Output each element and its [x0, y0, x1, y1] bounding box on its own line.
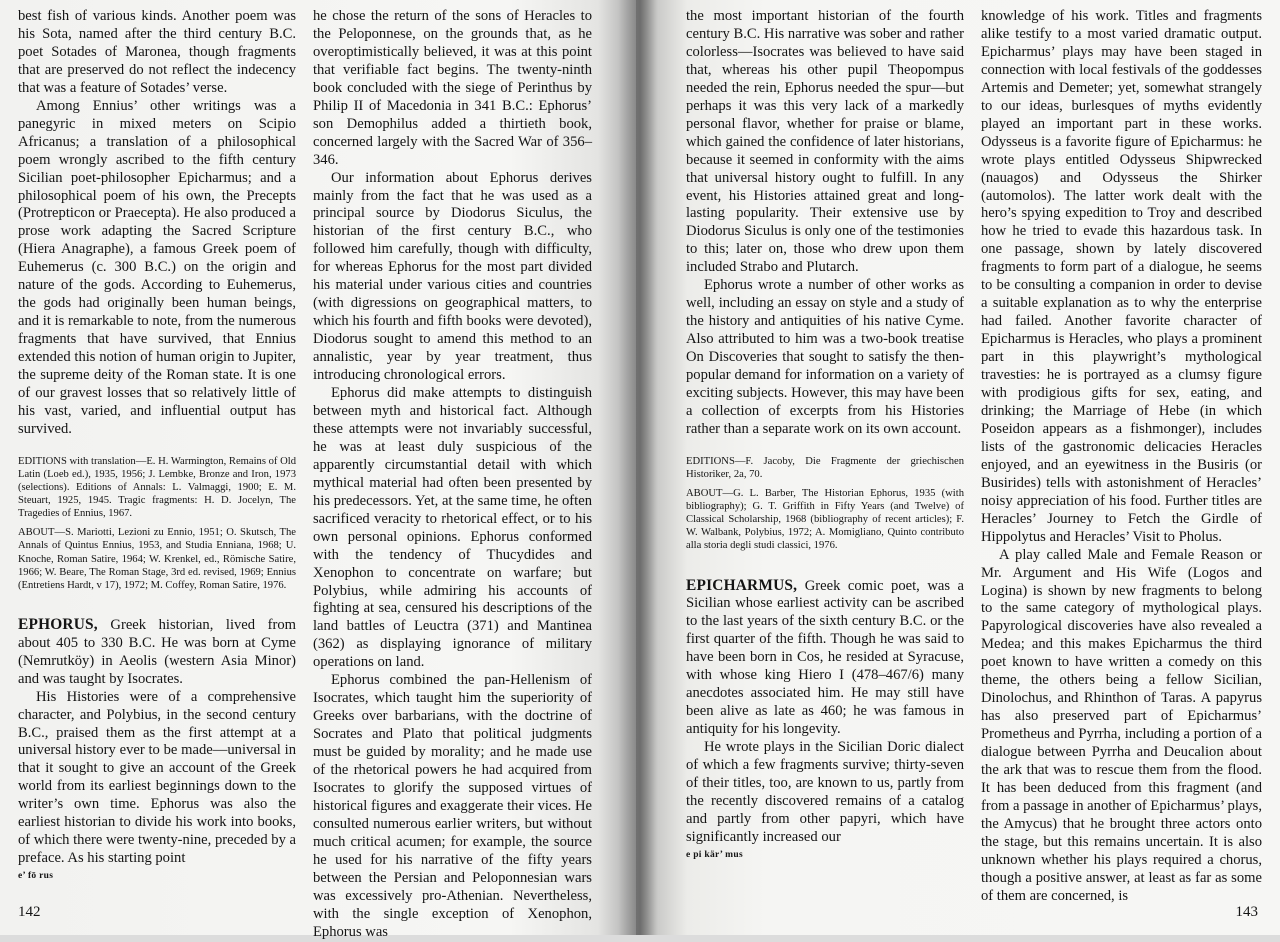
paragraph: Ephorus did make attempts to distinguish between myth and historical fact. Although these attempts were not invariably successful, he was at least duly suspicious of the apparently circumstantial detail with which mythical material had often been presented by his predecessors. Yet, at the same time, he often sacrificed veracity to rhetorical effect, or to his own personal opinions. Ephorus conformed with the tendency of Thucydides and Xenophon to concentrate on warfare; but Polybius, while admiring his accounts of fighting at sea, censured his descriptions of the land battles of Leuctra (371) and Mantinea (362) as displaying ignorance of military operations on land.: [313, 385, 592, 671]
left-column-1: [18, 8, 296, 880]
paragraph: Ephorus combined the pan-Hellenism of Isocrates, which taught him the superiority of Greeks over barbarians, with the doctrine of Socrates and Plato that political judgments must be guided by morality; and he made use of the rhetorical powers he had acquired from Isocrates to glorify the supposed virtues of historical figures and exaggerate their vices. He consulted numerous earlier writers, but without much critical acumen; for example, the source he used for his narrative of the fifty years between the Persian and Peloponnesian wars was excessively pro-Athenian. Nevertheless, with the single exception of Xenophon, Ephorus was: [313, 672, 592, 940]
entry-intro-text: Greek comic poet, was a Sicilian whose earliest activity can be ascribed to the last years of the sixth century B.C. or the first quarter of the fifth. Though he was said to have been born in Cos, he resided at Syracuse, with whose king Hiero I (478–467/6) many anecdotes associated him. He may still have been alive as late as 460; he was famous in antiquity for his longevity.: [686, 577, 964, 738]
book-gutter-shadow: [618, 0, 658, 935]
paragraph: Among Ennius’ other writings was a panegyric in mixed meters on Scipio Africanus; a translation of a philosophical poem wrongly ascribed to the fifth century Sicilian poet-philosopher Epicharmus; and a philosophical poem of his own, the Precepts (Protrepticon or Praecepta). He also produced a prose work adapting the Sacred Scripture (Hiera Anagraphe), a famous Greek poem of Euhemerus (c. 300 B.C.) on the origin and nature of the gods. According to Euhemerus, the gods had originally been human beings, and it is remarkable to note, from the numerous fragments that have survived, that Ennius extended this notion of human origin to Jupiter, the supreme deity of the Roman state. It is one of our gravest losses that so relatively little of his vast, varied, and influential output has survived.: [18, 97, 296, 437]
right-column-1: [686, 8, 964, 880]
paragraph: His Histories were of a comprehensive character, and Polybius, in the second century B.C., praised them as the first attempt at a universal history ever to be made—universal in that it sought to give an account of the Greek world from its earliest beginnings down to the writer’s own time. Ephorus was also the earliest historian to divide his work into books, of which there were twenty-nine, preceded by a preface. As his starting point: [18, 688, 296, 867]
bibliography-about: ABOUT—G. L. Barber, The Historian Ephorus, 1935 (with bibliography); G. T. Griffith in Fifty Years (and Twelve) of Classical Scholarship, 1968 (bibliography of recent articles); F. W. Walbank, Polybius, 1972; A. Momigliano, Quinto contributo alla storia degli studi classici, 1976.: [686, 488, 964, 552]
entry-headword: EPHORUS,: [18, 615, 98, 633]
paragraph: he chose the return of the sons of Heracles to the Peloponnese, on the grounds that, as he overoptimistically believed, it was at this point that verifiable fact begins. The twenty-ninth book concluded with the siege of Perinthus by Philip II of Macedonia in 341 B.C.: Ephorus’ son Demophilus added a thirtieth book, concerned largely with the Sacred War of 356–346.: [313, 8, 592, 168]
paragraph: Our information about Ephorus derives mainly from the fact that he was used as a principal source by Diodorus Siculus, the historian of the first century B.C., who followed him carefully, though with difficulty, for whereas Ephorus for the most part divided his material under various cities and countries (with digressions on geographical matters, to which his fourth and fifth books were devoted), Diodorus sought to amend this method to an annalistic, year by year treatment, thus introducing chronological errors.: [313, 169, 592, 384]
bibliography-about: ABOUT—S. Mariotti, Lezioni zu Ennio, 1951; O. Skutsch, The Annals of Quintus Ennius, 1953, and Studia Enniana, 1968; U. Knoche, Roman Satire, 1964; W. Krenkel, ed., Römische Satire, 1966; W. Beare, The Roman Stage, 3rd ed. revised, 1969; Ennius (Entretiens Hardt, v 17), 1972; M. Coffey, Roman Satire, 1976.: [18, 527, 296, 591]
pronunciation-guide: e’ fō rus: [18, 871, 54, 882]
entry-intro: [686, 577, 964, 740]
bibliography-editions: EDITIONS with translation—E. H. Warmington, Remains of Old Latin (Loeb ed.), 1935, 1956; J. Lembke, Bronze and Iron, 1973 (selections). Editions of Annals: L. Valmaggi, 1900; E. M. Steuart, 1925, 1945. Tragic fragments: H. D. Jocelyn, The Tragedies of Ennius, 1967.: [18, 455, 296, 520]
paragraph: knowledge of his work. Titles and fragments alike testify to a most varied dramatic output. Epicharmus’ plays may have been staged in connection with local festivals of the goddesses Artemis and Demeter; yet, somewhat strangely to our ideas, burlesques of myths evidently played an important part in these works. Odysseus is a favorite figure of Epicharmus: he wrote plays entitled Odysseus Shipwrecked (nauagos) and Odysseus the Shirker (automolos). The latter work dealt with the hero’s spying expedition to Troy and described how he tried to evade this hazardous task. In one passage, shown by lately discovered fragments to form part of a dialogue, he seems to be consulting a companion in order to devise a suitable explanation as to why the enterprise had failed. Another favorite character of Epicharmus is Heracles, who plays a prominent part in this playwright’s mythological travesties: he is portrayed as a clumsy figure with prodigious gifts for sex, eating, and drinking; the Marriage of Hebe (in which Poseidon appears as a fishmonger), includes lists of the gastronomic delicacies Heracles enjoyed, and an eyewitness in the Busiris (or Busirides) tells with astonishment of Heracles’ noisy appreciation of his food. Further titles are Heracles’ Journey to Fetch the Girdle of Hippolytus and Heracles’ Visit to Pholus.: [981, 8, 1262, 545]
right-column-2: [981, 8, 1262, 904]
right-page: [636, 0, 1280, 935]
left-page: [0, 0, 636, 940]
page-number: 142: [18, 904, 41, 920]
paragraph: best fish of various kinds. Another poem was his Sota, named after the third century B.C. poet Sotades of Maronea, though fragments that are preserved do not reflect the indecency that was a feature of Sotades’ verse.: [18, 8, 296, 96]
paragraph: A play called Male and Female Reason or Mr. Argument and His Wife (Logos and Logina) is shown by new fragments to belong to the same category of mythological plays. Papyrological discoveries have also revealed a Medea; and this makes Epicharmus the third poet known to have written a comedy on this theme, the others being a fellow Sicilian, Dinolochus, and Rhinthon of Taras. A papyrus has also preserved part of Epicharmus’ Prometheus and Pyrrha, including a portion of a dialogue between Pyrrha and Deucalion about the ark that was to rescue them from the flood. It has been deduced from this fragment (and from a passage in another of Epicharmus’ plays, the Amycus) that he brought three actors onto the stage, but this remains uncertain. It is also unknown whether his plays required a chorus, though a positive answer, at least as far as some of them are concerned, is: [981, 546, 1262, 904]
paragraph: the most important historian of the fourth century B.C. His narrative was sober and rather colorless—Isocrates was believed to have said that, whereas his other pupil Theopompus needed the rein, Ephorus needed the spur—but perhaps it was this very lack of a markedly personal flavor, whether for praise or blame, which gained the confidence of later historians, because it seemed in conformity with the aims that universal history ought to fulfill. In any event, his Histories attained great and long-lasting popularity. Their extensive use by Diodorus Siculus is only one of the testimonies to this; later on, those who drew upon them included Strabo and Plutarch.: [686, 8, 964, 276]
paragraph: Ephorus wrote a number of other works as well, including an essay on style and a study of the history and antiquities of his native Cyme. Also attributed to him was a two-book treatise On Discoveries that sought to satisfy the then-popular demand for information on a variety of exciting subjects. However, this may have been a collection of excerpts from his Histories rather than a separate work on its own account.: [686, 277, 964, 437]
paragraph: He wrote plays in the Sicilian Doric dialect of which a few fragments survive; thirty-seven of their titles, too, are known to us, partly from the recently discovered remains of a catalog and partly from other papyri, which have significantly increased our: [686, 739, 964, 845]
entry-intro-text: Greek historian, lived from about 405 to 330 B.C. He was born at Cyme (Nemrutköy) in Aeolis (western Asia Minor) and was taught by Isocrates.: [18, 616, 296, 687]
pronunciation-guide: e pi kär’ mus: [686, 849, 743, 860]
entry-intro: [18, 616, 296, 689]
entry-headword: EPICHARMUS,: [686, 576, 798, 594]
bibliography-editions: EDITIONS—F. Jacoby, Die Fragmente der griechischen Historiker, 2a, 70.: [686, 455, 964, 480]
left-column-2: [313, 8, 592, 940]
page-number: 143: [1235, 904, 1258, 920]
